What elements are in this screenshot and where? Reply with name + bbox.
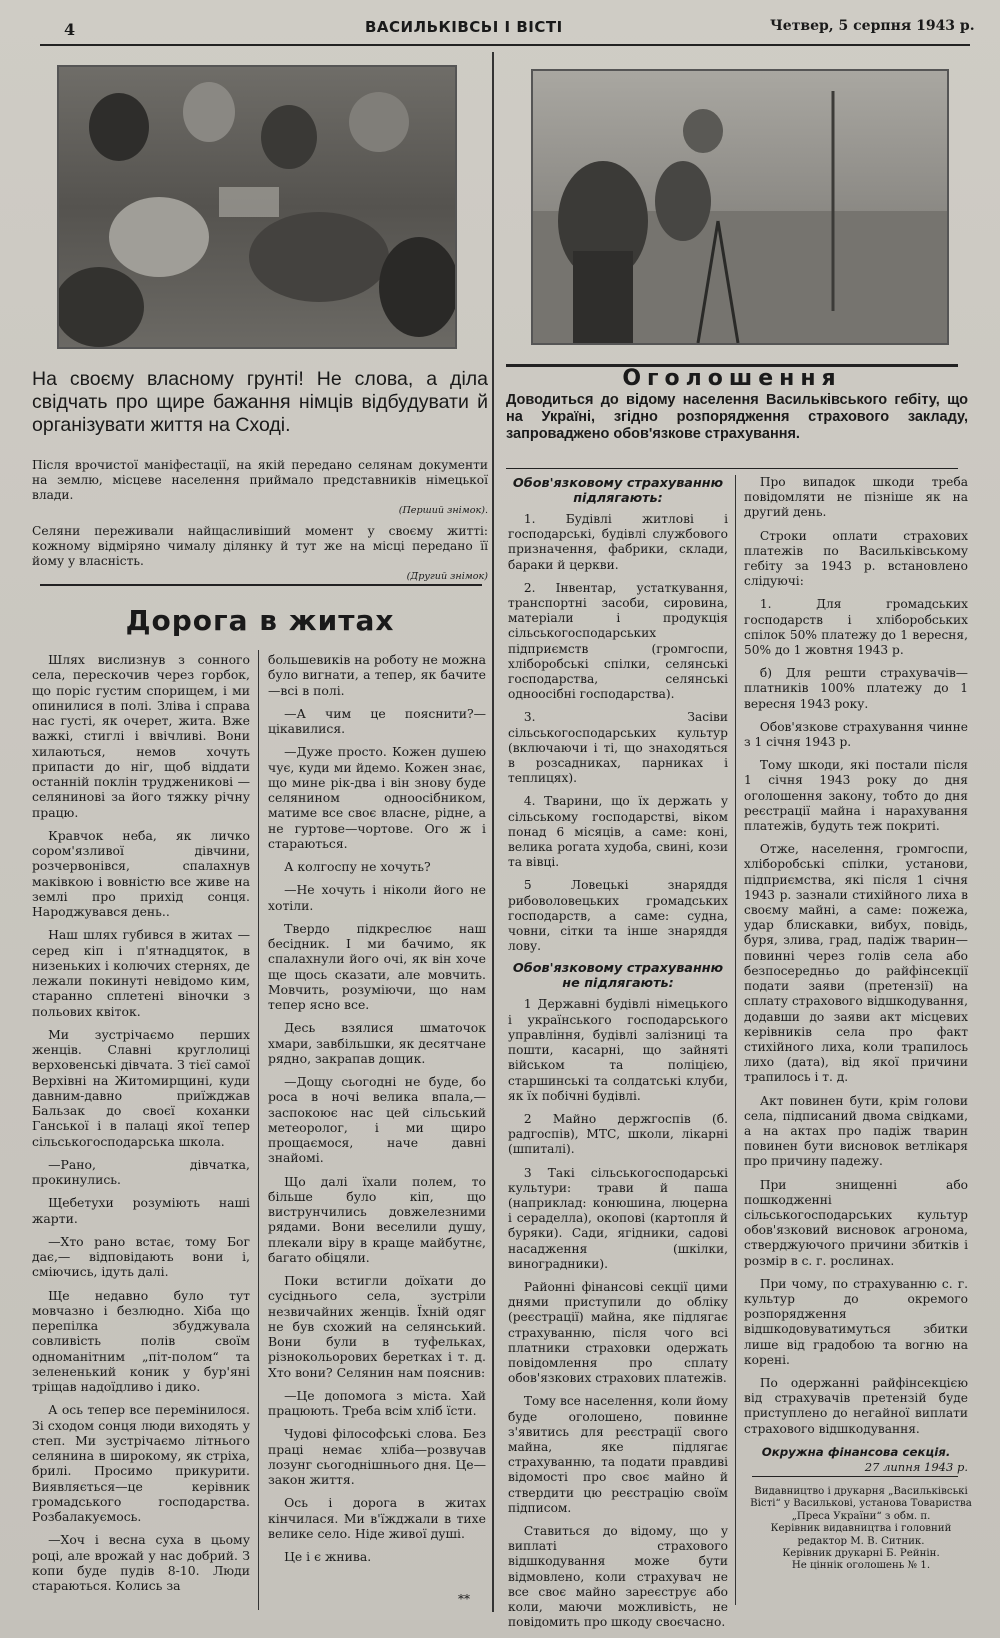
announcement-intro-rule	[506, 468, 958, 469]
story-column-2	[268, 652, 486, 1572]
announcement-paragraph: При знищенні або пошкодженні сільськогосподарських культур обов'язковий висновок агронома, стверджуючого причини збитків і розмір в с. г. рослинах.	[744, 1177, 968, 1268]
story-title: Дорога в житах	[125, 604, 395, 637]
story-paragraph: Щебетухи розуміють наші жарти.	[32, 1195, 250, 1226]
story-paragraph: Ось і дорога в житах кінчилася. Ми в'їжджали в тихе велике село. Ніде живої душі.	[268, 1495, 486, 1541]
photo-field	[531, 69, 949, 345]
announcement-paragraph: 2. Інвентар, устаткування, транспортні засоби, сировина, матеріали і продукція сільськогосподарських підприємств (громгоспи, хліборобські спілки, селянські господарства, селянські одноосібні господарства).	[508, 580, 728, 702]
story-paragraph: —Не хочуть і ніколи його не хотіли.	[268, 882, 486, 913]
story-end-stars: **	[458, 1592, 470, 1606]
story-paragraph: —А чим це пояснити?—цікавилися.	[268, 705, 486, 736]
announcement-intro: Доводиться до відому населення Васильківського гебіту, що на Україні, згідно розпорядження страхового закладу, запроваджено обов'язкове страхування.	[506, 392, 968, 442]
story-paragraph: Що далі їхали полем, то більше було кіп, що виструнчились довжелезними рядами. Вони веселили душу, плекали віру в краще майбутнє, багато обіцяли.	[268, 1173, 486, 1265]
announcement-paragraph: Обов'язкове страхування чинне з 1 січня 1943 р.	[744, 719, 968, 750]
announcement-paragraph: 3 Такі сільськогосподарські культури: трави й паша (наприклад: конюшина, люцерна і сераделла), окопові (картопля й буряки). Сади, ягідники, садові насадження (шкілки, виноградники).	[508, 1165, 728, 1271]
caption-first	[32, 458, 488, 518]
story-paragraph: —Це допомога з міста. Хай працюють. Треба всім хліб їсти.	[268, 1387, 486, 1418]
announcement-paragraph: Районні фінансові секції цими днями приступили до обліку (реєстрації) майна, яке підлягає страхуванню, після чого всі платники страховки одержать повідомлення про сплату обов'язкових страхових платежів.	[508, 1279, 728, 1386]
story-paragraph: большевиків на роботу не можна було вигнати, а тепер, як бачите—всі в полі.	[268, 652, 486, 698]
announcement-paragraph: 4. Тварини, що їх держать у сільському господарстві, віком понад 6 місяців, а саме: коні, велика рогата худоба, свині, кози та вівці.	[508, 794, 728, 870]
announcement-paragraph: 3. Засіви сільськогосподарських культур (включаючи і ті, що знаходяться в розсадниках, парниках і теплицях).	[508, 710, 728, 786]
caption-second	[32, 524, 488, 584]
imprint-publisher: Видавництво і друкарня „Васильківські Вісті“ у Василькові, установа Товариства „Преса України“ з обм. п.	[750, 1486, 972, 1522]
announcement-column-1	[508, 475, 728, 1638]
announcement-paragraph: Строки оплати страхових платежів по Васильківському гебіту за 1943 р. встановлено слідуючі:	[744, 528, 968, 589]
announcement-paragraph: При чому, по страхуванню с. г. культур до окремого розпорядження відшкодовуватимуться збитки лише від градобою та вогню на корені.	[744, 1276, 968, 1367]
story-paragraph: Кравчок неба, як личко сором'язливої дівчини, розчервонівся, спалахнув маківкою і вовністю все живе на землі про прихід сонця. Народжувався день..	[32, 827, 250, 919]
caption-first-text: Після врочистої маніфестації, на якій передано селянам документи на землю, місцеве населення приймало представників німецької влади.	[32, 458, 488, 502]
story-column-1	[32, 652, 250, 1601]
caption-second-credit: (Другий знімок)	[406, 571, 488, 582]
announcement-paragraph: 2 Майно держгоспів (б. радгоспів), МТС, школи, лікарні (шпиталі).	[508, 1111, 728, 1157]
announcement-signature: Окружна фінансова секція.	[761, 1444, 951, 1459]
story-paragraph: Десь взялися шматочок хмари, завбільшки, як десятчане рядно, закрапав дощик.	[268, 1020, 486, 1066]
announcement-paragraph: Ставиться до відому, що у виплаті страхового відшкодування може бути відмовлено, коли страхувач не все своє майно зареєструє або коли, маючи можливість, не повідомить про шкоду своєчасно.	[508, 1523, 728, 1630]
story-paragraph: Наш шлях губився в житах — серед кіп і п'ятнадцяток, в низеньких і колючих стернях, де лежали покинуті невідомо ким, старанно сплетені віночки з польових квіток.	[32, 927, 250, 1019]
story-paragraph: —Дощу сьогодні не буде, бо роса в ночі велика впала,—заспокоює нас цей сільський метеоролог, і ми щиро прощаємося, наче давні знайомі.	[268, 1074, 486, 1166]
masthead: ВАСИЛЬКІВСЬІ І ВІСТІ	[365, 18, 563, 36]
caption-headline: На своєму власному грунті! Не слова, а діла свідчать про щире бажання німців відбудувати й організувати життя на Сході.	[32, 368, 488, 436]
issue-date: Четвер, 5 серпня 1943 р.	[770, 18, 975, 34]
story-paragraph: —Дуже просто. Кожен душею чує, куди ми йдемо. Кожен знає, що мине рік-два і він знову буде селянином одноосібником, матиме все своє власне, рідне, а не гуртове—чортове. Ого ж і стараються.	[268, 744, 486, 851]
announcement-column-2	[744, 475, 968, 1475]
subheading-insured: Обов'язковому страхуванню підлягають:	[512, 476, 724, 506]
page-number: 4	[64, 20, 76, 39]
story-paragraph: Шлях вислизнув з сонного села, перескочив через горбок, що поріс густим спорищем, і ми опинилися в полі. Зліва і справа нас густі, як очерет, жита. Вже важкі, стиглі і ввічливі. Вони хилаються, немов хочуть припасти до ніг, щоб віддати останній поклін трудженикові — селянинові за його тяжку річну працю.	[32, 652, 250, 820]
announcement-paragraph: б) Для решти страхувачів— платників 100% платежу до 1 вересня 1943 року.	[744, 666, 968, 711]
announcement-title: Оголошення	[622, 366, 842, 391]
caption-second-text: Селяни переживали найщасливіший момент у своєму житті: кожному відміряно чималу ділянку й тут же на місці передано її йому у власність.	[32, 524, 488, 568]
story-paragraph: Ми зустрічаємо перших женців. Славні круглолиці верховенські дівчата. З тієї самої Верхівні на Житомирщині, куди давним-давно приїжджав Бальзак до своєї коханки Ганської і в палаці якої тепер сільськогосподарська школа.	[32, 1026, 250, 1149]
story-paragraph: —Хто рано встає, тому Бог дає,— відповідають вони і, сміючись, ідуть далі.	[32, 1233, 250, 1280]
story-column-rule	[258, 650, 259, 1610]
story-paragraph: А ось тепер все перемінилося. Зі сходом сонця люди виходять у степ. Ми зустрічаємо літнього селянина в широкому, як стріха, брилі. Просимо прикурити. Виявляється—це керівник громадського господарства. Розбалакуємось.	[32, 1402, 250, 1524]
announcement-paragraph: Тому все населення, коли йому буде оголошено, повинне з'явитись для реєстрації свого майна, яке підлягає страхуванню, та подати правдиві відомості про своє майно й ствердити цю реєстрацію своїм підписом.	[508, 1394, 728, 1515]
subheading-not-insured: Обов'язковому страхуванню не підлягають:	[512, 961, 724, 991]
imprint-rule	[752, 1476, 958, 1477]
imprint-editor: Керівник видавництва і головний редактор М. В. Ситник.	[770, 1523, 952, 1547]
announcement-column-rule	[735, 475, 736, 1605]
header-rule	[40, 44, 970, 46]
left-section-rule	[40, 584, 482, 586]
announcement-paragraph: Акт повинен бути, крім голови села, підписаний двома свідками, а на актах про падіж тварин повинен бути висновок ветлікаря про причину падежу.	[744, 1093, 968, 1169]
announcement-paragraph: 1. Для громадських господарств і хліборобських спілок 50% платежу до 1 вересня, 50% до 1 жовтня 1943 р.	[744, 597, 968, 658]
imprint	[750, 1486, 972, 1573]
story-paragraph: Чудові філософські слова. Без праці немає хліба—розвучав лозунг сьогоднішнього дня. Це—закон життя.	[268, 1426, 486, 1487]
story-paragraph: —Хоч і весна суха в цьому році, але врожай у нас добрий. З копи буде пудів 8-10. Люди стараються. Колись за	[32, 1532, 250, 1593]
center-column-rule	[492, 52, 494, 1612]
story-paragraph: Ще недавно було тут мовчазно і безлюдно. Хіба що перепілка збуджувала совливість полів своїм одноманітним „піт-полом“ та зелененький коник у бур'яні тріщав надоїдливо і дико.	[32, 1287, 250, 1394]
announcement-sign-date: 27 липня 1943 р.	[864, 1459, 968, 1474]
caption-first-credit: (Перший знімок).	[398, 505, 488, 516]
announcement-paragraph: 1 Державні будівлі німецького і українського господарського управління, будівлі залізниці та пошти, касарні, що зайняті військом та поліцією, старшинські та солдатські клуби, як їх побічні будівлі.	[508, 997, 728, 1103]
photo-villagers	[57, 65, 457, 349]
announcement-paragraph: 5 Ловецькі знаряддя рибоволовецьких громадських господарств, а саме: судна, човни, сітки та інше знаряддя лову.	[508, 878, 728, 954]
story-paragraph: —Рано, дівчатка, прокинулись.	[32, 1156, 250, 1187]
story-paragraph: А колгоспу не хочуть?	[284, 859, 431, 874]
imprint-printer: Керівник друкарні Б. Рейнін.	[782, 1548, 940, 1560]
story-paragraph: Твердо підкреслює наш бесідник. І ми бачимо, як спалахнули його очі, як він хоче ще щось сказати, але мовчить. Мовчить, розуміючи, що нам тепер ясно все.	[268, 920, 486, 1012]
announcement-paragraph: Отже, населення, громгоспи, хліборобські спілки, установи, підприємства, які після 1 січня 1943 р. зазнали стихійного лиха в своєму майні, а саме: пожежа, удар блискавки, вибух, повідь, буря, злива, град, падіж тварин—повинні через голів села або безпосередньо до райфінсекції подати заяви (претензії) на сплату страхового відшкодування, додавши до заяви акт місцевих керівників села про факт стихійного лиха, коли трапилось лихо (дата), від якої причини трапилось і т. д.	[744, 842, 968, 1085]
announcement-paragraph: 1. Будівлі житлові і господарські, будівлі службового призначення, фабрики, склади, бараки й церкви.	[508, 512, 728, 572]
announcement-paragraph: По одержанні райфінсекцією від страхувачів претензій буде приступлено до негайної виплати страхового відшкодування.	[744, 1375, 968, 1436]
announcement-paragraph: Про випадок шкоди треба повідомляти не пізніше як на другий день.	[744, 475, 968, 520]
story-paragraph: Це і є жнива.	[284, 1549, 372, 1564]
imprint-price: Не ціннік оголошень № 1.	[791, 1560, 931, 1572]
story-paragraph: Поки встигли доїхати до сусіднього села, зустріли незвичайних женців. Їхній одяг не був схожий на селянський. Вони були в туфельках, різнокольорових беретках і т. д. Хто вони? Селянин нам пояснив:	[268, 1273, 486, 1380]
announcement-paragraph: Тому шкоди, які постали після 1 січня 1943 року до дня оголошення закону, тобто до дня реєстрації майна і нарахування платежів, будуть теж покриті.	[744, 758, 968, 834]
